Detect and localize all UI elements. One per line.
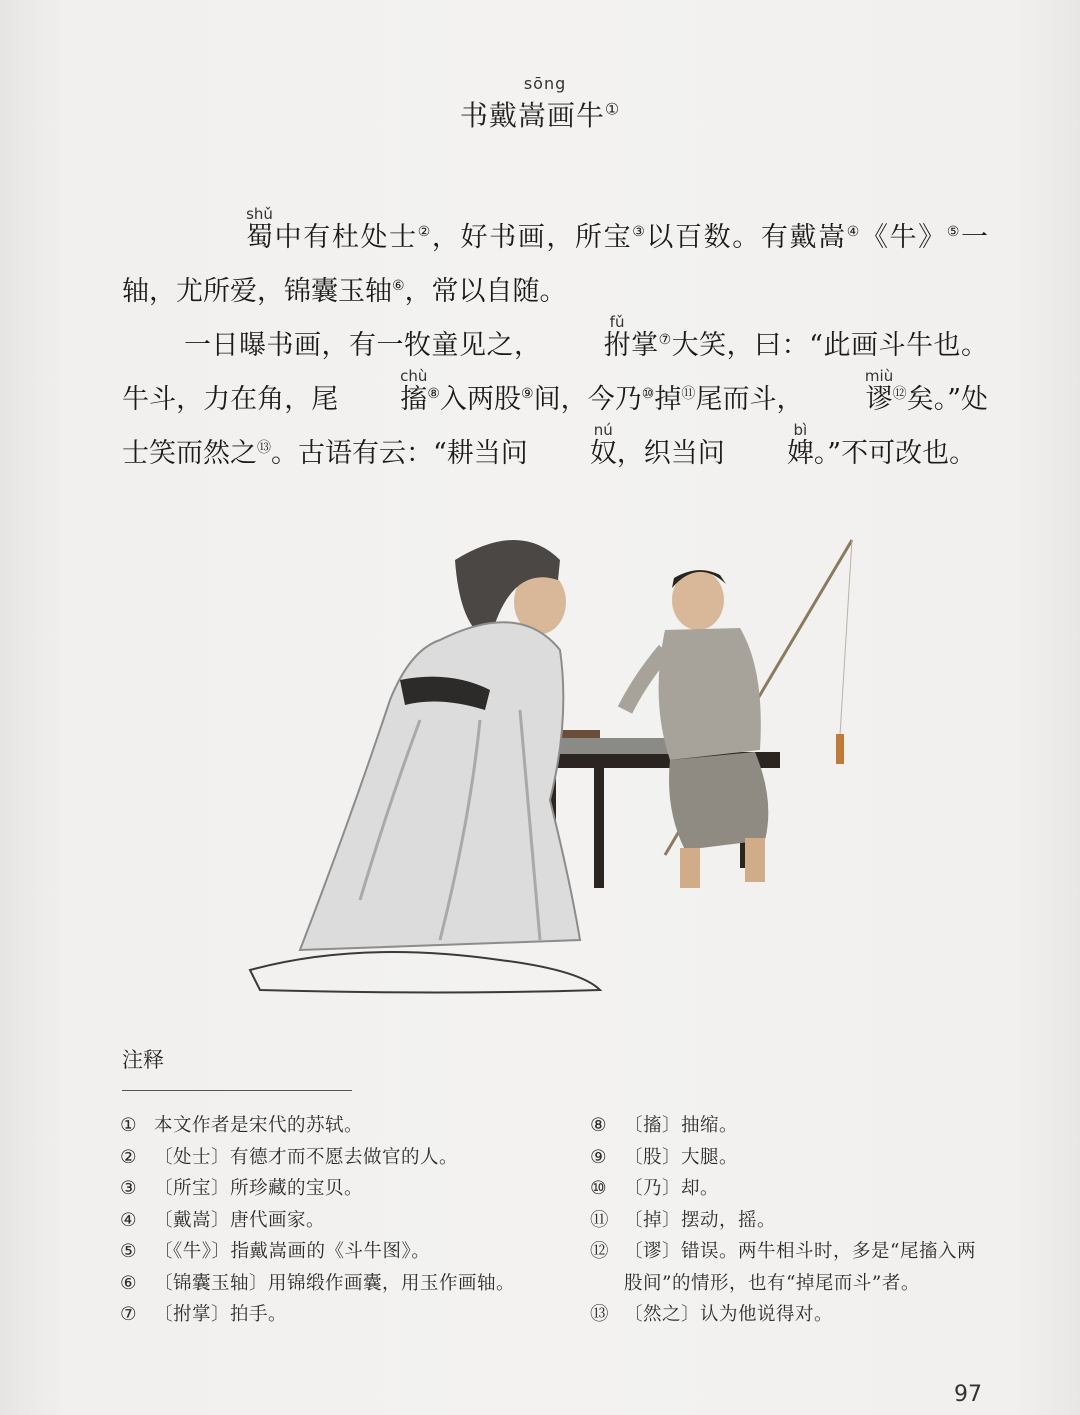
note-item bbox=[120, 1173, 560, 1205]
note-text: 〔所宝〕所珍藏的宝贝。 bbox=[154, 1178, 364, 1199]
p2-text-3: 大笑，曰：“此画斗牛也。牛斗，力在角，尾 bbox=[122, 330, 988, 415]
note-item bbox=[120, 1299, 560, 1331]
p1-text-b: ，好书画，所宝 bbox=[431, 222, 633, 253]
fishing-line bbox=[840, 540, 852, 735]
p2-text-10: ，织当问 bbox=[616, 438, 725, 469]
footnote-ref-8[interactable]: ⑧ bbox=[427, 386, 440, 402]
footnote-ref-10[interactable]: ⑩ bbox=[641, 386, 655, 402]
note-text: 〔掉〕摆动，摇。 bbox=[624, 1209, 777, 1231]
note-text: 〔搐〕抽缩。 bbox=[624, 1115, 739, 1136]
note-item bbox=[120, 1142, 560, 1174]
pinyin-fu: fǔ bbox=[609, 313, 625, 331]
note-number: ⑦ bbox=[120, 1304, 138, 1325]
char-shu: 蜀 bbox=[246, 222, 273, 253]
note-text: 〔谬〕错误。两牛相斗时，多是“尾搐入两股间”的情形，也有“掉尾而斗”者。 bbox=[624, 1241, 976, 1294]
note-number: ⑧ bbox=[590, 1115, 608, 1136]
footnote-ref-6[interactable]: ⑥ bbox=[392, 278, 405, 294]
note-item bbox=[120, 1236, 560, 1268]
p2-text-9: 。古语有云：“耕当问 bbox=[271, 438, 528, 469]
note-text: 〔乃〕却。 bbox=[624, 1178, 720, 1199]
p2-text-4: 入两股 bbox=[439, 384, 522, 415]
p2-text-6: 掉 bbox=[654, 384, 682, 415]
p1-text-d: 《牛》 bbox=[860, 222, 947, 253]
note-item bbox=[590, 1173, 990, 1205]
pinyin-shu: shǔ bbox=[246, 205, 273, 223]
robe-hem-swirl bbox=[250, 952, 600, 993]
title-pinyin: sōng bbox=[523, 74, 567, 93]
char-chu: 搐 bbox=[400, 384, 428, 415]
p2-text-7: 尾而斗， bbox=[695, 384, 804, 415]
page-title bbox=[459, 74, 621, 134]
note-text: 本文作者是宋代的苏轼。 bbox=[154, 1115, 364, 1136]
boy-trousers bbox=[669, 752, 768, 850]
main-text bbox=[122, 205, 989, 478]
note-item bbox=[120, 1205, 560, 1237]
ruby-shu bbox=[184, 205, 273, 262]
ruby-miu bbox=[804, 367, 894, 424]
pinyin-nu: nú bbox=[593, 421, 613, 439]
p2-text-11: 。”不可改也。 bbox=[813, 438, 977, 469]
note-number: ① bbox=[120, 1115, 138, 1136]
footnote-ref-4[interactable]: ④ bbox=[846, 224, 861, 240]
footnote-ref-9[interactable]: ⑨ bbox=[521, 386, 534, 402]
note-number: ⑬ bbox=[590, 1304, 610, 1325]
note-item bbox=[590, 1205, 990, 1237]
note-number: ⑥ bbox=[120, 1272, 138, 1294]
p2-text-8: 矣。”处士笑而然之 bbox=[122, 384, 989, 469]
note-item bbox=[120, 1110, 560, 1142]
p2-text-5: 间，今乃 bbox=[533, 384, 642, 415]
note-text: 〔拊掌〕拍手。 bbox=[154, 1304, 288, 1325]
footnote-ref-2[interactable]: ② bbox=[417, 224, 432, 240]
title-block bbox=[0, 74, 1080, 134]
note-number: ⑫ bbox=[590, 1241, 610, 1262]
char-nu: 奴 bbox=[589, 438, 617, 469]
ruby-fu bbox=[542, 313, 631, 370]
pinyin-miu: miù bbox=[864, 367, 894, 385]
scholar-and-herd-boy-illustration-icon bbox=[240, 520, 860, 1000]
notes-left-column bbox=[120, 1110, 560, 1331]
page-number: 97 bbox=[954, 1382, 982, 1407]
note-number: ⑩ bbox=[590, 1178, 608, 1199]
p1-text-f: ，常以自随。 bbox=[404, 276, 567, 307]
p2-text-1: 一日曝书画，有一牧童见之， bbox=[184, 330, 542, 361]
table-leg-left bbox=[594, 768, 604, 888]
note-number: ⑤ bbox=[120, 1241, 138, 1262]
char-bi: 婢 bbox=[786, 438, 814, 469]
footnote-ref-12[interactable]: ⑫ bbox=[892, 386, 907, 402]
footnote-ref-13[interactable]: ⑬ bbox=[257, 440, 271, 456]
note-text: 〔《牛》〕指戴嵩画的《斗牛图》。 bbox=[154, 1241, 431, 1262]
note-text: 〔戴嵩〕唐代画家。 bbox=[154, 1209, 326, 1231]
note-item bbox=[590, 1110, 990, 1142]
char-miu: 谬 bbox=[865, 384, 893, 415]
note-item bbox=[590, 1142, 990, 1174]
ruby-chu bbox=[338, 367, 428, 424]
note-text: 〔锦囊玉轴〕用锦缎作画囊，用玉作画轴。 bbox=[154, 1272, 516, 1294]
note-number: ⑪ bbox=[590, 1209, 610, 1231]
char-fu: 拊 bbox=[603, 330, 631, 361]
note-number: ③ bbox=[120, 1178, 138, 1199]
footnote-ref-5[interactable]: ⑤ bbox=[946, 224, 961, 240]
ruby-nu bbox=[528, 421, 617, 478]
note-item bbox=[590, 1236, 990, 1299]
title-footnote: ① bbox=[604, 99, 621, 119]
boy-tunic bbox=[659, 628, 761, 760]
note-text: 〔股〕大腿。 bbox=[624, 1146, 739, 1168]
paragraph-2 bbox=[122, 313, 989, 478]
pinyin-bi: bì bbox=[793, 421, 808, 439]
p1-text-e: 一轴，尤所爱，锦囊玉轴 bbox=[122, 222, 988, 307]
boy-leg-left bbox=[680, 848, 700, 888]
pinyin-chu: chù bbox=[400, 367, 428, 385]
footnote-ref-7[interactable]: ⑦ bbox=[658, 332, 672, 348]
note-number: ⑨ bbox=[590, 1146, 608, 1168]
note-number: ② bbox=[120, 1146, 138, 1168]
title-text: 书戴嵩画牛 bbox=[459, 99, 605, 132]
notes-divider bbox=[122, 1090, 352, 1091]
footnote-ref-11[interactable]: ⑪ bbox=[681, 386, 696, 402]
p2-text-2: 掌 bbox=[630, 330, 659, 361]
note-text: 〔然之〕认为他说得对。 bbox=[624, 1304, 834, 1325]
note-number: ④ bbox=[120, 1209, 138, 1231]
notes-heading: 注释 bbox=[122, 1048, 164, 1072]
note-item bbox=[590, 1299, 990, 1331]
note-text: 〔处士〕有德才而不愿去做官的人。 bbox=[154, 1146, 459, 1168]
ruby-bi bbox=[725, 421, 814, 478]
p1-text-c: 以百数。有戴嵩 bbox=[646, 222, 847, 253]
boy-leg-right bbox=[745, 838, 765, 882]
note-item bbox=[120, 1268, 560, 1300]
p1-text-a: 中有杜处士 bbox=[273, 222, 418, 253]
fishing-float bbox=[836, 734, 844, 764]
notes-right-column bbox=[590, 1110, 990, 1331]
footnote-ref-3[interactable]: ③ bbox=[632, 224, 647, 240]
